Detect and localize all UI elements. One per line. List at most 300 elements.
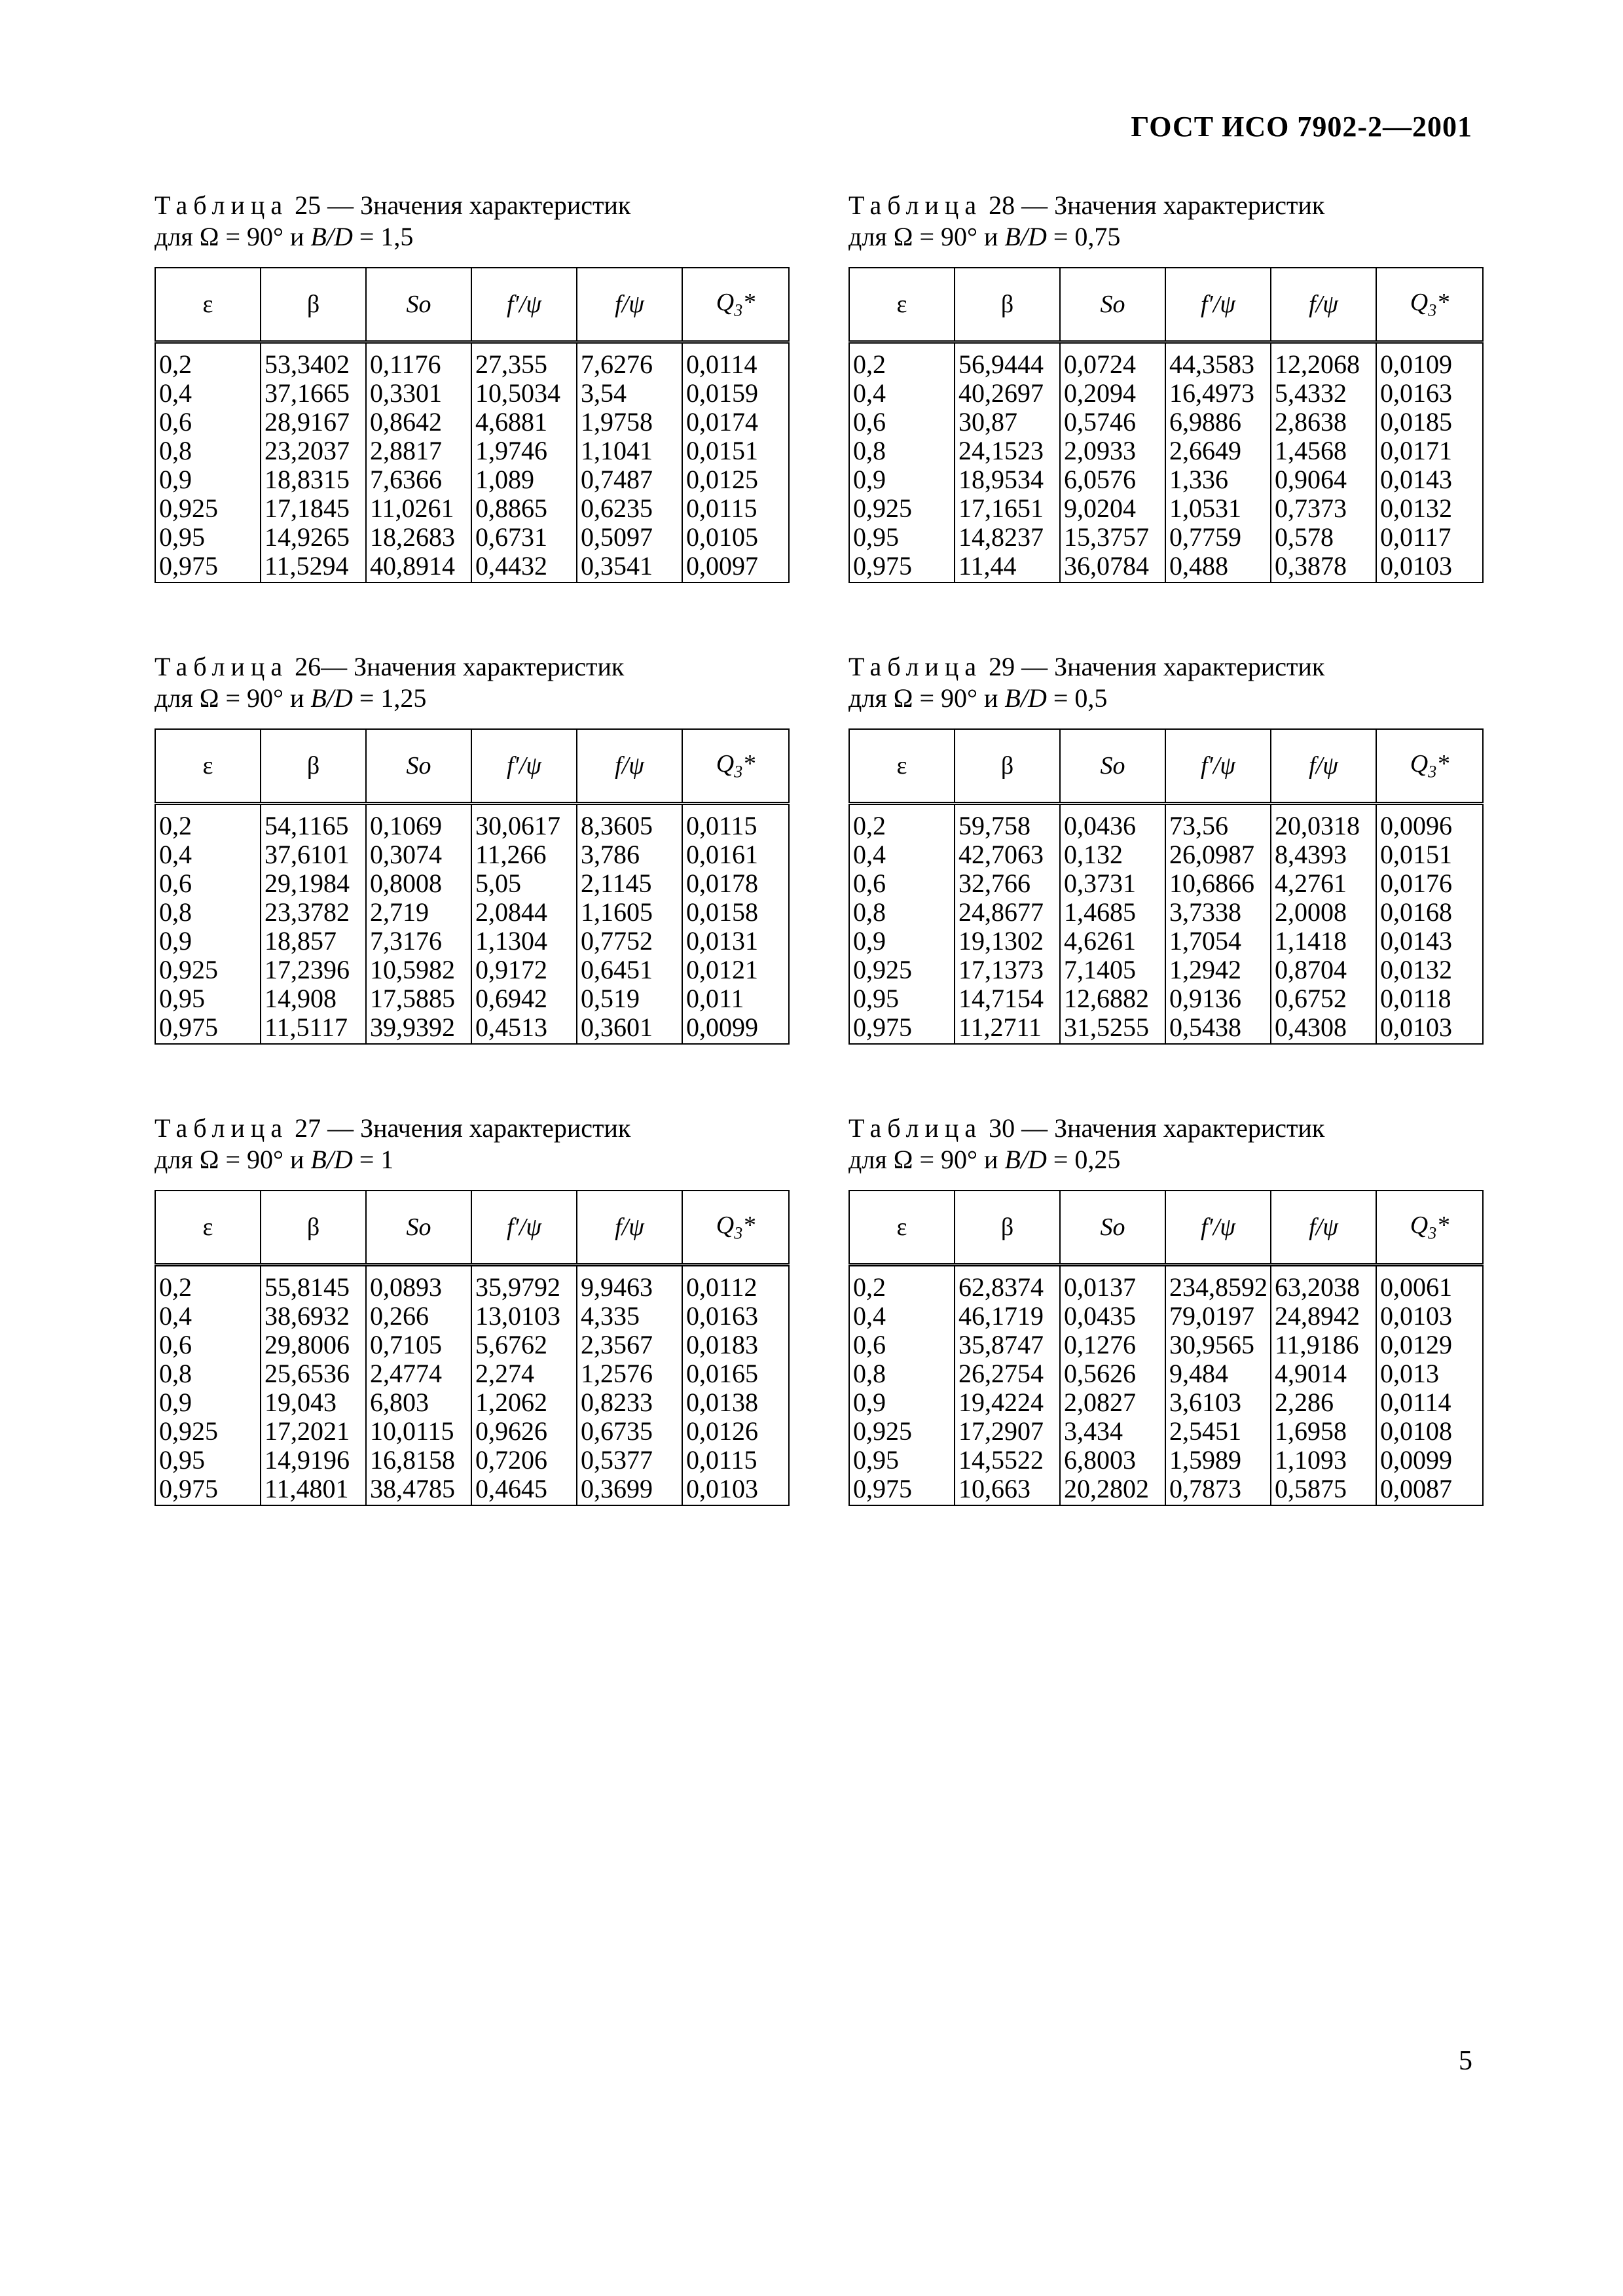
- table-cell: 0,975: [849, 1013, 955, 1044]
- table-cell: 10,0115: [366, 1417, 471, 1446]
- caption-word: Таблица: [848, 1113, 983, 1143]
- table-cell: 0,0099: [1376, 1446, 1483, 1475]
- table-cell: 0,925: [155, 494, 261, 523]
- table-cell: 8,4393: [1271, 840, 1376, 869]
- table-cell: 17,1373: [955, 956, 1060, 984]
- column-header: β: [955, 729, 1060, 804]
- table-row: [849, 1388, 1483, 1417]
- table-cell: 0,0096: [1376, 804, 1483, 841]
- table-cell: 2,3567: [577, 1331, 682, 1359]
- table-cell: 0,0114: [1376, 1388, 1483, 1417]
- table-26-block: [155, 651, 790, 1045]
- table-cell: 0,0159: [682, 379, 789, 408]
- table-cell: 0,4: [849, 840, 955, 869]
- table-cell: 0,6731: [471, 523, 577, 552]
- table-cell: 0,925: [849, 956, 955, 984]
- table-cell: 6,8003: [1060, 1446, 1165, 1475]
- table-cell: 10,663: [955, 1475, 1060, 1505]
- table-cell: 19,1302: [955, 927, 1060, 956]
- table-cell: 0,011: [682, 984, 789, 1013]
- table-row: [155, 1388, 789, 1417]
- table-cell: 1,2062: [471, 1388, 577, 1417]
- caption-bd-symbol: B/D: [310, 222, 353, 251]
- column-header: f/ψ: [577, 1191, 682, 1265]
- caption-title: 25 — Значения характеристик: [295, 190, 631, 220]
- table-cell: 0,9136: [1165, 984, 1271, 1013]
- table-cell: 0,0108: [1376, 1417, 1483, 1446]
- table-cell: 0,8: [155, 1359, 261, 1388]
- table-row: [155, 804, 789, 841]
- table-cell: 32,766: [955, 869, 1060, 898]
- table-cell: 0,925: [849, 494, 955, 523]
- table-row: [155, 840, 789, 869]
- table-cell: 0,9: [849, 465, 955, 494]
- table-cell: 0,95: [849, 1446, 955, 1475]
- table-cell: 1,2942: [1165, 956, 1271, 984]
- table-cell: 10,6866: [1165, 869, 1271, 898]
- table-cell: 234,8592: [1165, 1265, 1271, 1302]
- table-caption: [155, 1113, 790, 1175]
- table-cell: 1,9758: [577, 408, 682, 437]
- table-cell: 0,0115: [682, 494, 789, 523]
- table-cell: 0,0103: [682, 1475, 789, 1505]
- table-cell: 0,9: [155, 927, 261, 956]
- table-row: [155, 956, 789, 984]
- table-row: [849, 523, 1483, 552]
- table-cell: 0,0103: [1376, 552, 1483, 583]
- table-cell: 2,6649: [1165, 437, 1271, 465]
- table-cell: 11,9186: [1271, 1331, 1376, 1359]
- table-cell: 0,975: [849, 552, 955, 583]
- table-row: [155, 342, 789, 380]
- table-cell: 20,2802: [1060, 1475, 1165, 1505]
- table-row: [155, 898, 789, 927]
- table-cell: 0,8008: [366, 869, 471, 898]
- caption-word: Таблица: [155, 1113, 289, 1143]
- table-row: [155, 1265, 789, 1302]
- table-cell: 0,7873: [1165, 1475, 1271, 1505]
- caption-bd-symbol: B/D: [1004, 1145, 1047, 1174]
- table-row: [155, 1475, 789, 1505]
- table-cell: 39,9392: [366, 1013, 471, 1044]
- table-28-block: [848, 190, 1484, 583]
- caption-condition: для Ω = 90° и: [155, 683, 304, 713]
- table-cell: 0,013: [1376, 1359, 1483, 1388]
- table-cell: 17,2021: [261, 1417, 366, 1446]
- table-cell: 28,9167: [261, 408, 366, 437]
- table-row: [155, 552, 789, 583]
- table-cell: 0,4308: [1271, 1013, 1376, 1044]
- table-cell: 0,5746: [1060, 408, 1165, 437]
- table-cell: 17,5885: [366, 984, 471, 1013]
- table-cell: 0,95: [155, 523, 261, 552]
- table-cell: 10,5034: [471, 379, 577, 408]
- table-cell: 0,0151: [1376, 840, 1483, 869]
- table-cell: 11,5294: [261, 552, 366, 583]
- table-row: [849, 840, 1483, 869]
- table-row: [849, 1302, 1483, 1331]
- table-cell: 0,1176: [366, 342, 471, 380]
- table-cell: 0,578: [1271, 523, 1376, 552]
- table-row: [849, 927, 1483, 956]
- table-cell: 0,4645: [471, 1475, 577, 1505]
- table-cell: 0,4432: [471, 552, 577, 583]
- caption-bd-symbol: B/D: [310, 683, 353, 713]
- column-header: ε: [849, 729, 955, 804]
- caption-condition: для Ω = 90° и: [848, 1145, 998, 1174]
- table-cell: 35,8747: [955, 1331, 1060, 1359]
- table-cell: 0,0171: [1376, 437, 1483, 465]
- table-cell: 0,6: [155, 1331, 261, 1359]
- table-cell: 0,0099: [682, 1013, 789, 1044]
- column-header: ε: [155, 1191, 261, 1265]
- table-cell: 6,9886: [1165, 408, 1271, 437]
- column-header: So: [366, 268, 471, 342]
- table-cell: 0,0105: [682, 523, 789, 552]
- table-cell: 8,3605: [577, 804, 682, 841]
- table-cell: 27,355: [471, 342, 577, 380]
- table-cell: 12,2068: [1271, 342, 1376, 380]
- table-cell: 24,1523: [955, 437, 1060, 465]
- table-cell: 0,8: [849, 437, 955, 465]
- caption-bd-symbol: B/D: [310, 1145, 353, 1174]
- table-cell: 1,1418: [1271, 927, 1376, 956]
- caption-bd-value: = 1,25: [359, 683, 427, 713]
- table-cell: 36,0784: [1060, 552, 1165, 583]
- table-cell: 0,95: [849, 984, 955, 1013]
- table-cell: 55,8145: [261, 1265, 366, 1302]
- caption-bd-symbol: B/D: [1004, 683, 1047, 713]
- table-caption: [155, 190, 790, 253]
- table-cell: 2,8638: [1271, 408, 1376, 437]
- table-cell: 7,6366: [366, 465, 471, 494]
- table-cell: 0,0724: [1060, 342, 1165, 380]
- table-row: [155, 1359, 789, 1388]
- column-header: f/ψ: [1271, 268, 1376, 342]
- column-header: β: [955, 1191, 1060, 1265]
- column-header: f/ψ: [577, 729, 682, 804]
- table-cell: 16,8158: [366, 1446, 471, 1475]
- table-cell: 0,4: [155, 379, 261, 408]
- table-cell: 0,0115: [682, 804, 789, 841]
- table-cell: 0,0103: [1376, 1302, 1483, 1331]
- table-cell: 0,0121: [682, 956, 789, 984]
- table-cell: 63,2038: [1271, 1265, 1376, 1302]
- table-cell: 29,1984: [261, 869, 366, 898]
- table-cell: 0,0176: [1376, 869, 1483, 898]
- table-cell: 37,6101: [261, 840, 366, 869]
- table-cell: 6,803: [366, 1388, 471, 1417]
- table-cell: 0,925: [155, 1417, 261, 1446]
- table-row: [849, 494, 1483, 523]
- table-cell: 0,488: [1165, 552, 1271, 583]
- table-cell: 1,1304: [471, 927, 577, 956]
- caption-bd-value: = 0,75: [1053, 222, 1121, 251]
- table-cell: 0,975: [155, 1475, 261, 1505]
- table-cell: 20,0318: [1271, 804, 1376, 841]
- column-header: f′/ψ: [1165, 268, 1271, 342]
- table-row: [155, 379, 789, 408]
- table-cell: 0,6: [155, 408, 261, 437]
- column-header: β: [261, 729, 366, 804]
- table-cell: 0,975: [155, 1013, 261, 1044]
- table-row: [849, 342, 1483, 380]
- table-cell: 2,1145: [577, 869, 682, 898]
- table-row: [849, 1359, 1483, 1388]
- table-cell: 46,1719: [955, 1302, 1060, 1331]
- caption-condition: для Ω = 90° и: [155, 222, 304, 251]
- table-cell: 0,7759: [1165, 523, 1271, 552]
- table-cell: 18,9534: [955, 465, 1060, 494]
- table-caption: [155, 651, 790, 714]
- table-cell: 16,4973: [1165, 379, 1271, 408]
- caption-word: Таблица: [848, 652, 983, 681]
- table-cell: 0,0061: [1376, 1265, 1483, 1302]
- table-cell: 0,266: [366, 1302, 471, 1331]
- table-cell: 1,5989: [1165, 1446, 1271, 1475]
- column-header: So: [1060, 729, 1165, 804]
- table-cell: 0,0132: [1376, 494, 1483, 523]
- table-cell: 0,3541: [577, 552, 682, 583]
- table-cell: 25,6536: [261, 1359, 366, 1388]
- table-cell: 7,3176: [366, 927, 471, 956]
- table-cell: 19,043: [261, 1388, 366, 1417]
- table-cell: 0,8: [155, 437, 261, 465]
- caption-title: 29 — Значения характеристик: [989, 652, 1325, 681]
- table-cell: 1,089: [471, 465, 577, 494]
- table-cell: 0,5626: [1060, 1359, 1165, 1388]
- table-cell: 0,132: [1060, 840, 1165, 869]
- table-cell: 3,434: [1060, 1417, 1165, 1446]
- table-cell: 0,0125: [682, 465, 789, 494]
- caption-title: 26— Значения характеристик: [295, 652, 625, 681]
- table-cell: 17,1651: [955, 494, 1060, 523]
- table-cell: 0,0163: [1376, 379, 1483, 408]
- data-table: [848, 267, 1484, 583]
- table-cell: 30,9565: [1165, 1331, 1271, 1359]
- table-cell: 2,0844: [471, 898, 577, 927]
- table-cell: 31,5255: [1060, 1013, 1165, 1044]
- table-cell: 0,0103: [1376, 1013, 1483, 1044]
- table-cell: 14,5522: [955, 1446, 1060, 1475]
- table-cell: 10,5982: [366, 956, 471, 984]
- table-cell: 0,7487: [577, 465, 682, 494]
- table-cell: 0,925: [849, 1417, 955, 1446]
- table-cell: 38,6932: [261, 1302, 366, 1331]
- table-cell: 23,2037: [261, 437, 366, 465]
- table-cell: 0,0893: [366, 1265, 471, 1302]
- table-cell: 0,0178: [682, 869, 789, 898]
- table-cell: 19,4224: [955, 1388, 1060, 1417]
- table-cell: 0,9064: [1271, 465, 1376, 494]
- table-cell: 0,1276: [1060, 1331, 1165, 1359]
- table-cell: 15,3757: [1060, 523, 1165, 552]
- column-header: $Q_3*$: [1376, 1191, 1483, 1265]
- table-cell: 2,5451: [1165, 1417, 1271, 1446]
- table-cell: 4,2761: [1271, 869, 1376, 898]
- table-row: [849, 552, 1483, 583]
- table-cell: 0,0183: [682, 1331, 789, 1359]
- table-cell: 0,5377: [577, 1446, 682, 1475]
- table-cell: 7,6276: [577, 342, 682, 380]
- table-cell: 1,1041: [577, 437, 682, 465]
- table-cell: 0,2: [155, 1265, 261, 1302]
- table-cell: 0,9: [849, 1388, 955, 1417]
- column-header: $Q_3*$: [682, 268, 789, 342]
- table-row: [155, 927, 789, 956]
- table-cell: 1,7054: [1165, 927, 1271, 956]
- table-cell: 5,6762: [471, 1331, 577, 1359]
- caption-bd-value: = 0,25: [1053, 1145, 1121, 1174]
- table-cell: 0,0158: [682, 898, 789, 927]
- table-cell: 0,6752: [1271, 984, 1376, 1013]
- caption-bd-value: = 1: [359, 1145, 394, 1174]
- table-cell: 0,2: [849, 1265, 955, 1302]
- table-cell: 11,5117: [261, 1013, 366, 1044]
- table-cell: 14,9196: [261, 1446, 366, 1475]
- data-table: [155, 267, 790, 583]
- table-cell: 14,908: [261, 984, 366, 1013]
- table-29-block: [848, 651, 1484, 1045]
- table-cell: 44,3583: [1165, 342, 1271, 380]
- table-cell: 0,7752: [577, 927, 682, 956]
- table-cell: 0,975: [849, 1475, 955, 1505]
- table-cell: 0,6: [849, 1331, 955, 1359]
- table-cell: 0,2: [849, 342, 955, 380]
- table-cell: 0,4513: [471, 1013, 577, 1044]
- caption-condition: для Ω = 90° и: [848, 222, 998, 251]
- table-cell: 0,6: [849, 869, 955, 898]
- caption-bd-value: = 1,5: [359, 222, 414, 251]
- table-cell: 0,0435: [1060, 1302, 1165, 1331]
- column-header: $Q_3*$: [1376, 268, 1483, 342]
- table-cell: 26,2754: [955, 1359, 1060, 1388]
- table-cell: 0,6: [155, 869, 261, 898]
- table-cell: 0,0117: [1376, 523, 1483, 552]
- column-header: So: [366, 1191, 471, 1265]
- column-header: ε: [849, 268, 955, 342]
- column-header: So: [1060, 268, 1165, 342]
- table-row: [155, 408, 789, 437]
- table-row: [155, 437, 789, 465]
- column-header: So: [366, 729, 471, 804]
- caption-title: 30 — Значения характеристик: [989, 1113, 1325, 1143]
- table-cell: 0,2: [155, 342, 261, 380]
- table-cell: 0,8704: [1271, 956, 1376, 984]
- table-cell: 54,1165: [261, 804, 366, 841]
- table-cell: 0,0151: [682, 437, 789, 465]
- table-cell: 62,8374: [955, 1265, 1060, 1302]
- table-cell: 0,0185: [1376, 408, 1483, 437]
- table-cell: 2,719: [366, 898, 471, 927]
- table-cell: 0,6235: [577, 494, 682, 523]
- column-header: f′/ψ: [471, 268, 577, 342]
- table-cell: 11,266: [471, 840, 577, 869]
- page-number: 5: [1459, 2046, 1472, 2076]
- table-row: [849, 437, 1483, 465]
- table-caption: [848, 190, 1484, 253]
- table-cell: 42,7063: [955, 840, 1060, 869]
- table-cell: 0,5875: [1271, 1475, 1376, 1505]
- table-row: [155, 1302, 789, 1331]
- table-cell: 0,3601: [577, 1013, 682, 1044]
- table-cell: 0,0115: [682, 1446, 789, 1475]
- data-table: [848, 1190, 1484, 1506]
- table-cell: 0,2094: [1060, 379, 1165, 408]
- column-header: f/ψ: [1271, 1191, 1376, 1265]
- table-cell: 9,0204: [1060, 494, 1165, 523]
- column-header: $Q_3*$: [682, 729, 789, 804]
- data-table: [848, 728, 1484, 1045]
- table-row: [849, 379, 1483, 408]
- table-cell: 0,0126: [682, 1417, 789, 1446]
- table-cell: 1,1093: [1271, 1446, 1376, 1475]
- table-cell: 11,2711: [955, 1013, 1060, 1044]
- table-cell: 30,0617: [471, 804, 577, 841]
- table-cell: 12,6882: [1060, 984, 1165, 1013]
- table-27-block: [155, 1113, 790, 1506]
- table-cell: 0,8642: [366, 408, 471, 437]
- table-cell: 18,857: [261, 927, 366, 956]
- table-row: [155, 523, 789, 552]
- table-cell: 0,925: [155, 956, 261, 984]
- table-row: [155, 1446, 789, 1475]
- table-cell: 1,6958: [1271, 1417, 1376, 1446]
- table-cell: 2,8817: [366, 437, 471, 465]
- table-cell: 0,95: [155, 1446, 261, 1475]
- table-cell: 0,3731: [1060, 869, 1165, 898]
- column-header: $Q_3*$: [682, 1191, 789, 1265]
- table-cell: 1,2576: [577, 1359, 682, 1388]
- table-cell: 9,9463: [577, 1265, 682, 1302]
- table-cell: 23,3782: [261, 898, 366, 927]
- table-cell: 1,0531: [1165, 494, 1271, 523]
- table-row: [849, 984, 1483, 1013]
- table-cell: 0,1069: [366, 804, 471, 841]
- table-cell: 0,6451: [577, 956, 682, 984]
- table-cell: 0,0165: [682, 1359, 789, 1388]
- document-header: ГОСТ ИСО 7902-2—2001: [1131, 111, 1472, 143]
- table-row: [849, 804, 1483, 841]
- table-cell: 0,2: [849, 804, 955, 841]
- table-row: [849, 1446, 1483, 1475]
- table-cell: 0,0143: [1376, 927, 1483, 956]
- table-cell: 0,8: [155, 898, 261, 927]
- table-cell: 0,6942: [471, 984, 577, 1013]
- caption-word: Таблица: [848, 190, 983, 220]
- table-cell: 4,6881: [471, 408, 577, 437]
- table-cell: 3,786: [577, 840, 682, 869]
- table-cell: 0,0138: [682, 1388, 789, 1417]
- table-caption: [848, 651, 1484, 714]
- table-cell: 0,0114: [682, 342, 789, 380]
- table-cell: 0,0174: [682, 408, 789, 437]
- table-cell: 0,95: [155, 984, 261, 1013]
- table-row: [849, 1331, 1483, 1359]
- table-cell: 0,9626: [471, 1417, 577, 1446]
- table-cell: 0,0131: [682, 927, 789, 956]
- table-cell: 0,3301: [366, 379, 471, 408]
- table-cell: 11,44: [955, 552, 1060, 583]
- table-cell: 0,0097: [682, 552, 789, 583]
- table-cell: 2,4774: [366, 1359, 471, 1388]
- table-cell: 24,8942: [1271, 1302, 1376, 1331]
- table-row: [849, 956, 1483, 984]
- table-row: [155, 984, 789, 1013]
- table-cell: 1,1605: [577, 898, 682, 927]
- table-cell: 0,3878: [1271, 552, 1376, 583]
- table-cell: 0,9: [155, 465, 261, 494]
